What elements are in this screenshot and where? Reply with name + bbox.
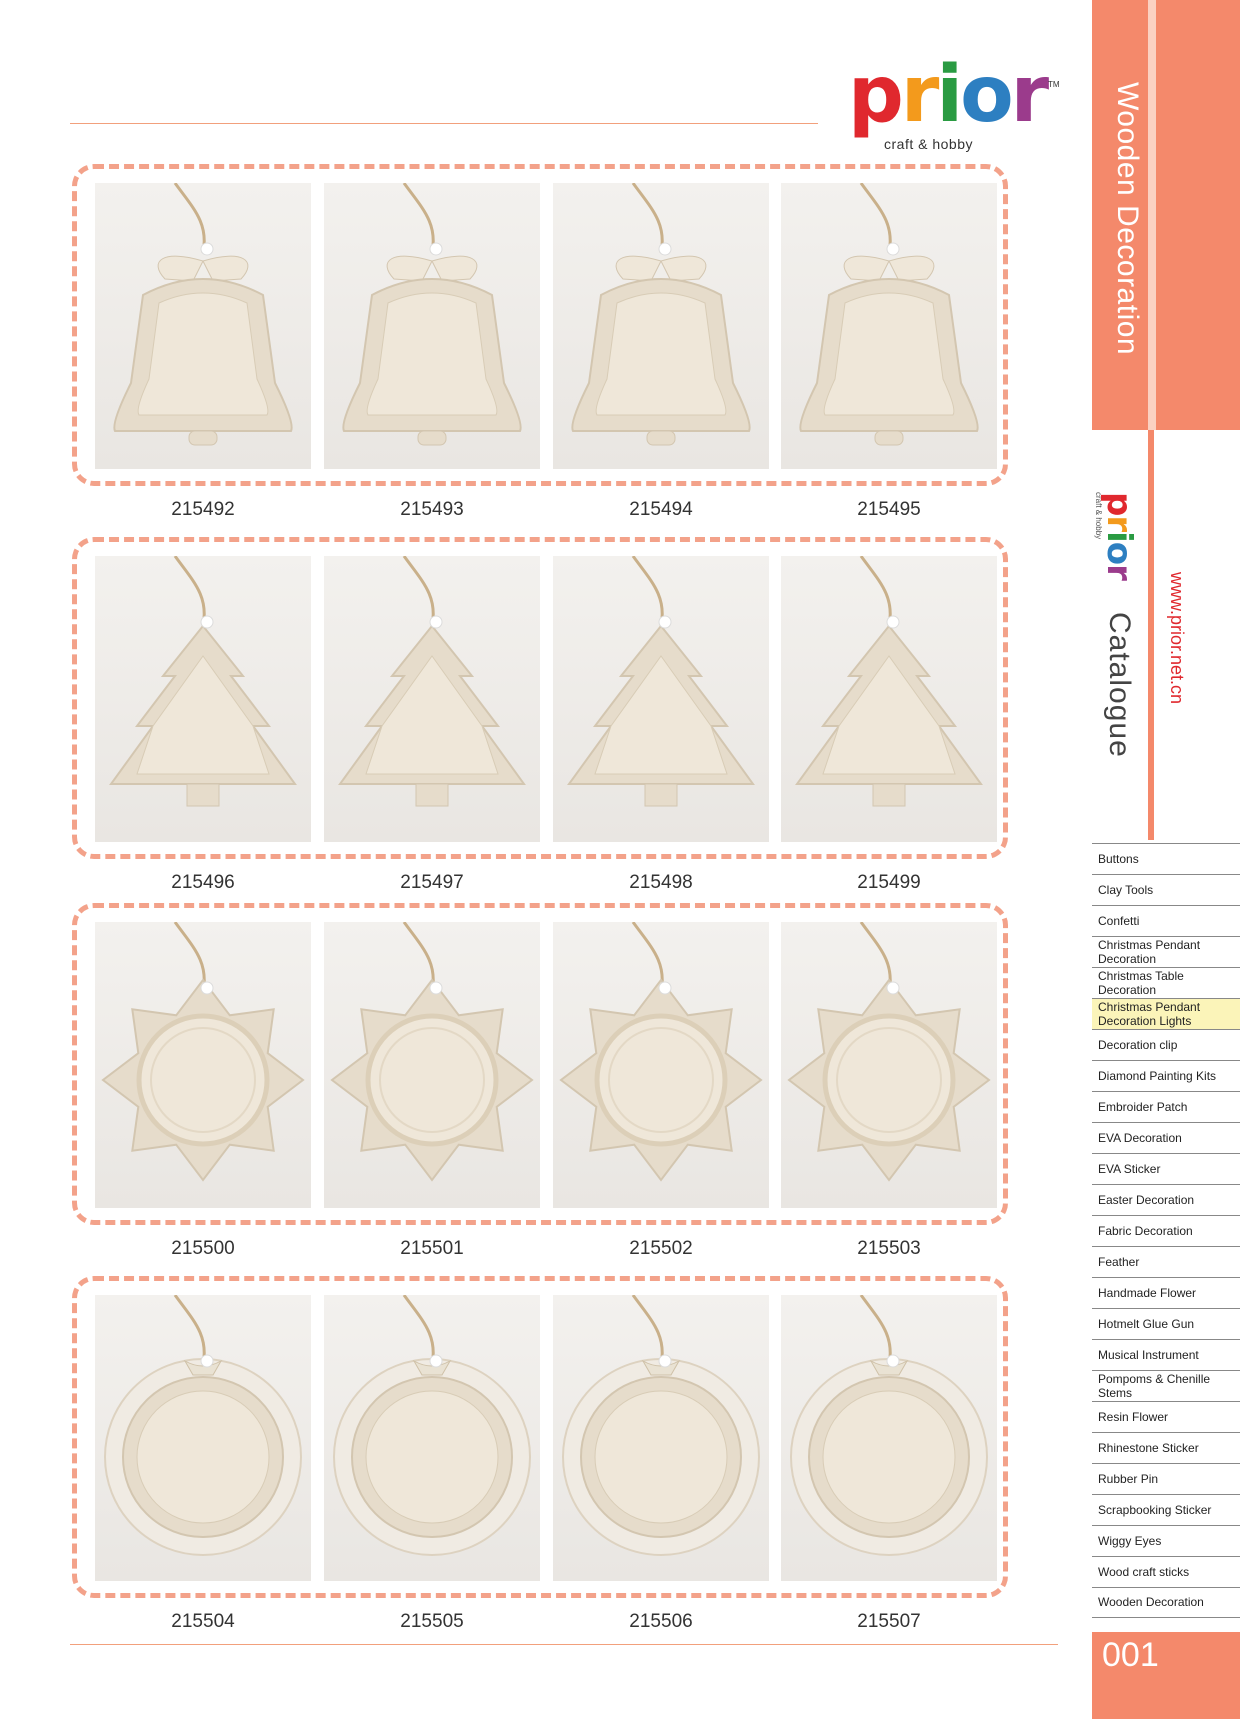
header-rule [70,123,818,124]
category-item[interactable]: Musical Instrument [1092,1339,1240,1370]
product-group-tree [72,537,1008,859]
bell-ornament-photo [324,183,540,469]
category-list [1092,843,1240,1618]
product-code: 215504 [171,1611,235,1632]
category-item[interactable]: Easter Decoration [1092,1184,1240,1215]
category-item[interactable]: Rhinestone Sticker [1092,1432,1240,1463]
ball-ornament-photo [324,1295,540,1581]
category-item[interactable]: Embroider Patch [1092,1091,1240,1122]
section-title: Wooden Decoration [1111,82,1144,356]
category-item[interactable]: Handmade Flower [1092,1277,1240,1308]
product-code: 215498 [629,872,693,893]
star-ornament-photo [95,922,311,1208]
product-code: 215502 [629,1238,693,1259]
trademark-mark: TM [1048,80,1060,89]
bell-ornament-photo [781,183,997,469]
category-item[interactable]: Resin Flower [1092,1401,1240,1432]
category-item[interactable]: Wooden Decoration [1092,1587,1240,1618]
category-item[interactable]: Pompoms & Chenille Stems [1092,1370,1240,1401]
product-code: 215500 [171,1238,235,1259]
product-group-ball [72,1276,1008,1598]
tree-ornament-photo [95,556,311,842]
category-item[interactable]: Buttons [1092,843,1240,874]
bell-ornament-photo [553,183,769,469]
bell-ornament-photo [95,183,311,469]
category-item[interactable]: Christmas Pendant Decoration [1092,936,1240,967]
category-item[interactable]: Feather [1092,1246,1240,1277]
category-item[interactable]: Christmas Pendant Decoration Lights [1092,998,1240,1029]
sidebar-light-strip [1148,0,1156,430]
ball-ornament-photo [95,1295,311,1581]
category-item[interactable]: Wood craft sticks [1092,1556,1240,1587]
tree-ornament-photo [781,556,997,842]
brand-tagline: craft & hobby [884,136,973,152]
product-code: 215496 [171,872,235,893]
catalogue-label: Catalogue [1103,612,1136,758]
category-item[interactable]: Scrapbooking Sticker [1092,1494,1240,1525]
sidebar-brand-logo: prior [1099,492,1139,580]
product-code: 215497 [400,872,464,893]
category-item[interactable]: Hotmelt Glue Gun [1092,1308,1240,1339]
page-number: 001 [1102,1636,1159,1674]
ball-ornament-photo [781,1295,997,1581]
product-code: 215493 [400,499,464,520]
category-item[interactable]: Diamond Painting Kits [1092,1060,1240,1091]
star-ornament-photo [324,922,540,1208]
brand-logo [848,50,1060,152]
sidebar-accent-band-right [1156,0,1240,430]
star-ornament-photo [781,922,997,1208]
product-code: 215505 [400,1611,464,1632]
category-item[interactable]: Fabric Decoration [1092,1215,1240,1246]
category-item[interactable]: Wiggy Eyes [1092,1525,1240,1556]
product-code: 215499 [857,872,921,893]
website-link[interactable]: www.prior.net.cn [1167,572,1187,705]
category-item[interactable]: EVA Sticker [1092,1153,1240,1184]
product-code: 215494 [629,499,693,520]
product-code: 215492 [171,499,235,520]
product-code: 215501 [400,1238,464,1259]
product-code: 215495 [857,499,921,520]
product-code: 215506 [629,1611,693,1632]
category-item[interactable]: Decoration clip [1092,1029,1240,1060]
category-item[interactable]: Christmas Table Decoration [1092,967,1240,998]
tree-ornament-photo [324,556,540,842]
star-ornament-photo [553,922,769,1208]
category-item[interactable]: Confetti [1092,905,1240,936]
ball-ornament-photo [553,1295,769,1581]
product-code: 215503 [857,1238,921,1259]
brand-wordmark: prior [848,50,1047,140]
sidebar-accent-bar [1148,430,1154,840]
product-code: 215507 [857,1611,921,1632]
sidebar-brand-tagline: craft & hobby [1094,492,1103,540]
category-item[interactable]: Rubber Pin [1092,1463,1240,1494]
footer-rule [70,1644,1058,1645]
product-group-star [72,903,1008,1225]
product-group-bell [72,164,1008,486]
category-item[interactable]: EVA Decoration [1092,1122,1240,1153]
category-item[interactable]: Clay Tools [1092,874,1240,905]
tree-ornament-photo [553,556,769,842]
